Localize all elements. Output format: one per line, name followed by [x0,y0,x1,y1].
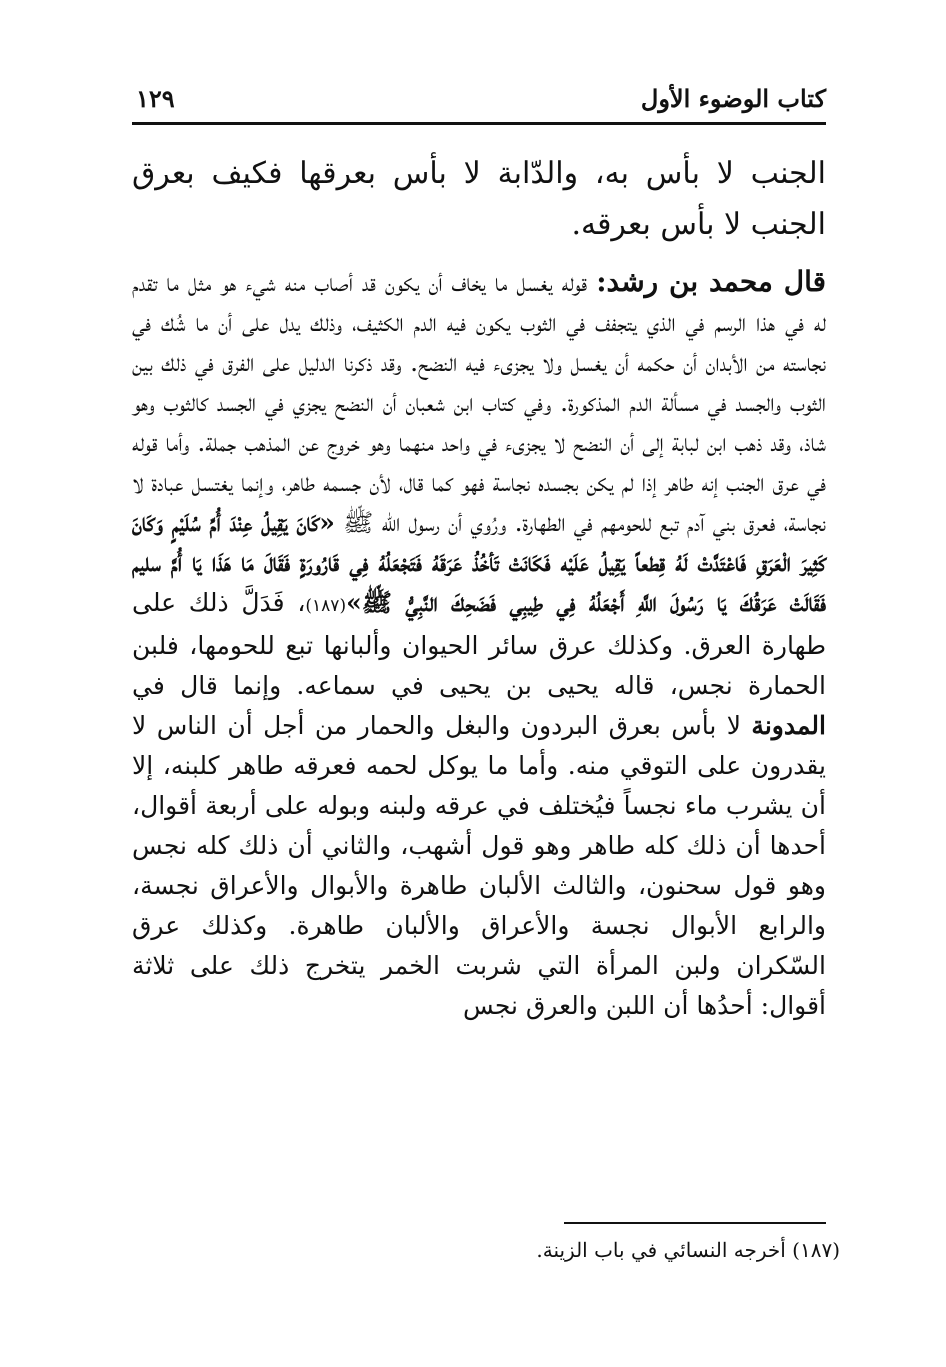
mudawwana-term: المدونة [751,711,826,740]
footnote: (١٨٧) أخرجه النسائي في باب الزينة. [536,1238,840,1262]
commentary-text-1: قوله يغسل ما يخاف أن يكون قد أصاب منه شيء هو مثل ما تقدم له في هذا الرسم في الذي يتجفف في الثوب يكون فيه الدم الكثيف، وذلك يدل على أن ما شُك في نجاسته من الأبدان أن حكمه أن يغسل ولا يجزىء فيه النضح. وقد ذكرنا الدليل على الفرق في ذلك بين الثوب والجسد في مسألة الدم المذكورة. وفي كتاب ابن شعبان أن النضح يجزي في الجسد كالثوب وهو شاذ، وقد ذهب ابن لبابة إلى أن النضح لا يجزىء في واحد منهما وهو خروج عن المذهب جملة. وأما قوله في عرق الجنب إنه طاهر إذا لم يكن بجسده نجاسة فهو كما قال، لأن جسمه طاهر، وإنما يغتسل عبادة لا نجاسة، فعرق بني آدم تبع للحومهم في الطهارة. ورُوي أن رسول الله ﷺ [132,268,826,537]
book-title: كتاب الوضوء الأول [640,84,826,113]
speaker-label: قال محمد بن رشد: [596,265,826,298]
commentary-block [132,262,826,1026]
page-number: ١٢٩ [136,84,175,113]
footnote-reference: (١٨٧) [305,596,347,616]
running-header [132,82,826,125]
commentary-text-3: لا بأس بعرق البردون والبغل والحمار من أجل أن الناس لا يقدرون على التوقي منه. وأما ما يوكل لحمه فعرقه طاهر كلبنه، إلا أن يشرب ماء نجساً فيُختلف في عرقه ولبنه وبوله على أربعة أقوال، أحدها أن ذلك كله طاهر وهو قول أشهب، والثاني أن ذلك كله نجس وهو قول سحنون، والثالث الألبان طاهرة والأبوال والأعراق نجسة، والرابع الأبوال نجسة والأعراق والألبان طاهرة. وكذلك عرق السّكران ولبن المرأة التي شربت الخمر يتخرج ذلك على ثلاثة أقوال: أحدُها أن اللبن والعرق نجس [132,711,826,1020]
opening-paragraph: الجنب لا بأس به، والدّابة لا بأس بعرقها فكيف بعرق الجنب لا بأس بعرقه. [132,156,826,242]
footnote-divider [564,1222,826,1224]
opening-text [132,148,826,250]
commentary-paragraph [132,262,826,1026]
commentary-text-2: ، فَدَلَّ ذلك على طهارة العرق. وكذلك عرق سائر الحيوان وألبانها تبع للحومها، فلبن الحمارة نجس، قاله يحيى بن يحيى في سماعه. وإنما قال في [132,588,826,700]
hadith-quote: «كَانَ يَقِيلُ عِنْدَ أُمِّ سُلَيْمٍ وَكَانَ كَثِيرَ الْعَرَقِ فَاعْتَدَّتْ لَهُ قِطعاً يَقِيلُ عَلَيْه فَكَانَتْ تَأخُذُ عَرَقَهُ فَتَجْعَلُهُ فِي قَارُورَةٍ فَقَالَ مَا هَذَا يَا أُمَّ سليم فَقَالَتْ عَرَقُكَ يَا رَسُولَ اللَّهِ أَجْعَلُهُ فِي طِيبِي فَضَحِكَ النَّبِيُّ ﷺ» [132,508,826,617]
